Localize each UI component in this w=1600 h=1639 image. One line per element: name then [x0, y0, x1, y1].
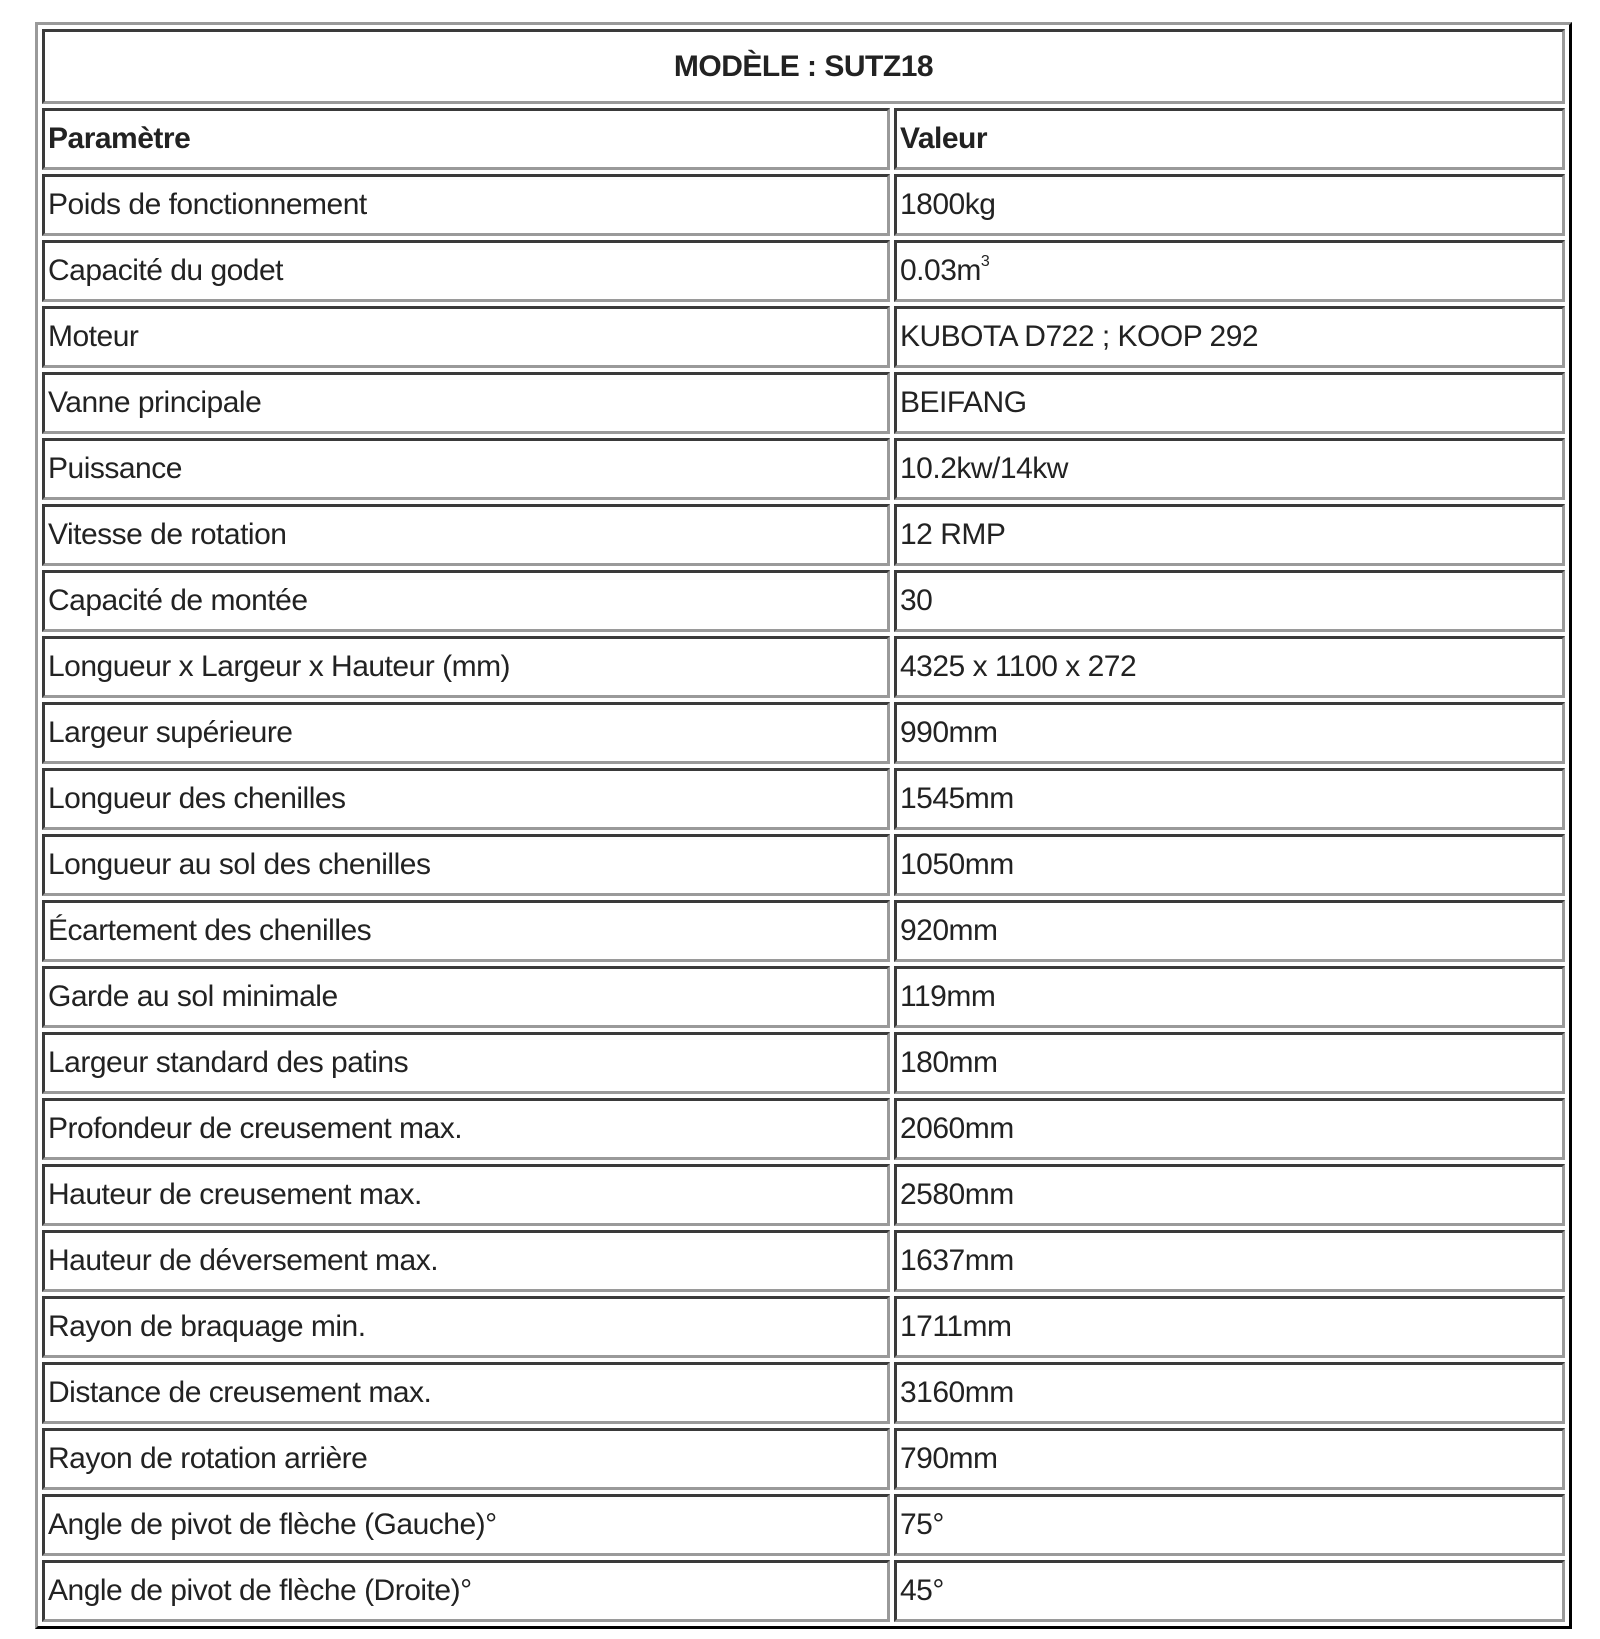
table-row: [42, 174, 1565, 236]
header-value: Valeur: [894, 108, 1565, 170]
param-cell: Capacité du godet: [42, 240, 890, 302]
param-cell: Rayon de rotation arrière: [42, 1428, 890, 1490]
value-cell: 75°: [894, 1494, 1565, 1556]
param-cell: Angle de pivot de flèche (Gauche)°: [42, 1494, 890, 1556]
param-cell: Puissance: [42, 438, 890, 500]
value-cell: 1050mm: [894, 834, 1565, 896]
table-row: [42, 438, 1565, 500]
param-cell: Longueur x Largeur x Hauteur (mm): [42, 636, 890, 698]
value-cell: 2580mm: [894, 1164, 1565, 1226]
table-row: [42, 1428, 1565, 1490]
param-cell: Distance de creusement max.: [42, 1362, 890, 1424]
value-cell: 10.2kw/14kw: [894, 438, 1565, 500]
param-cell: Angle de pivot de flèche (Droite)°: [42, 1560, 890, 1622]
header-param: Paramètre: [42, 108, 890, 170]
value-cell: [894, 240, 1565, 302]
table-row: [42, 1362, 1565, 1424]
value-cell: 12 RMP: [894, 504, 1565, 566]
param-cell: Vanne principale: [42, 372, 890, 434]
table-row: [42, 768, 1565, 830]
table-title: MODÈLE : SUTZ18: [42, 29, 1565, 104]
param-cell: Largeur standard des patins: [42, 1032, 890, 1094]
value-cell: 2060mm: [894, 1098, 1565, 1160]
table-row: [42, 1164, 1565, 1226]
table-row: [42, 306, 1565, 368]
param-cell: Longueur des chenilles: [42, 768, 890, 830]
table-row: [42, 1560, 1565, 1622]
table-row: [42, 1230, 1565, 1292]
value-cell: 1800kg: [894, 174, 1565, 236]
param-cell: Moteur: [42, 306, 890, 368]
table-row: [42, 900, 1565, 962]
table-row: [42, 1098, 1565, 1160]
value-cell: 180mm: [894, 1032, 1565, 1094]
table-row: [42, 702, 1565, 764]
value-cell: KUBOTA D722 ; KOOP 292: [894, 306, 1565, 368]
value-cell: 790mm: [894, 1428, 1565, 1490]
param-cell: Profondeur de creusement max.: [42, 1098, 890, 1160]
title-row: [42, 29, 1565, 104]
table-row: [42, 966, 1565, 1028]
table-row: [42, 240, 1565, 302]
header-row: [42, 108, 1565, 170]
param-cell: Largeur supérieure: [42, 702, 890, 764]
table-row: [42, 1296, 1565, 1358]
param-cell: Vitesse de rotation: [42, 504, 890, 566]
value-cell: BEIFANG: [894, 372, 1565, 434]
param-cell: Poids de fonctionnement: [42, 174, 890, 236]
param-cell: Hauteur de creusement max.: [42, 1164, 890, 1226]
param-cell: Garde au sol minimale: [42, 966, 890, 1028]
value-cell: 45°: [894, 1560, 1565, 1622]
param-cell: Écartement des chenilles: [42, 900, 890, 962]
value-cell: 1637mm: [894, 1230, 1565, 1292]
param-cell: Capacité de montée: [42, 570, 890, 632]
table-row: [42, 570, 1565, 632]
value-cell: 119mm: [894, 966, 1565, 1028]
table-row: [42, 504, 1565, 566]
value-cell: 4325 x 1100 x 272: [894, 636, 1565, 698]
param-cell: Longueur au sol des chenilles: [42, 834, 890, 896]
value-cell: 1545mm: [894, 768, 1565, 830]
value-text: 0.03m: [900, 254, 981, 287]
value-cell: 3160mm: [894, 1362, 1565, 1424]
value-superscript: 3: [980, 253, 990, 270]
value-cell: 990mm: [894, 702, 1565, 764]
value-cell: 920mm: [894, 900, 1565, 962]
table-row: [42, 372, 1565, 434]
value-cell: 1711mm: [894, 1296, 1565, 1358]
value-cell: 30: [894, 570, 1565, 632]
spec-table: [35, 22, 1572, 1629]
table-row: [42, 636, 1565, 698]
param-cell: Rayon de braquage min.: [42, 1296, 890, 1358]
table-row: [42, 1032, 1565, 1094]
table-row: [42, 834, 1565, 896]
param-cell: Hauteur de déversement max.: [42, 1230, 890, 1292]
table-row: [42, 1494, 1565, 1556]
